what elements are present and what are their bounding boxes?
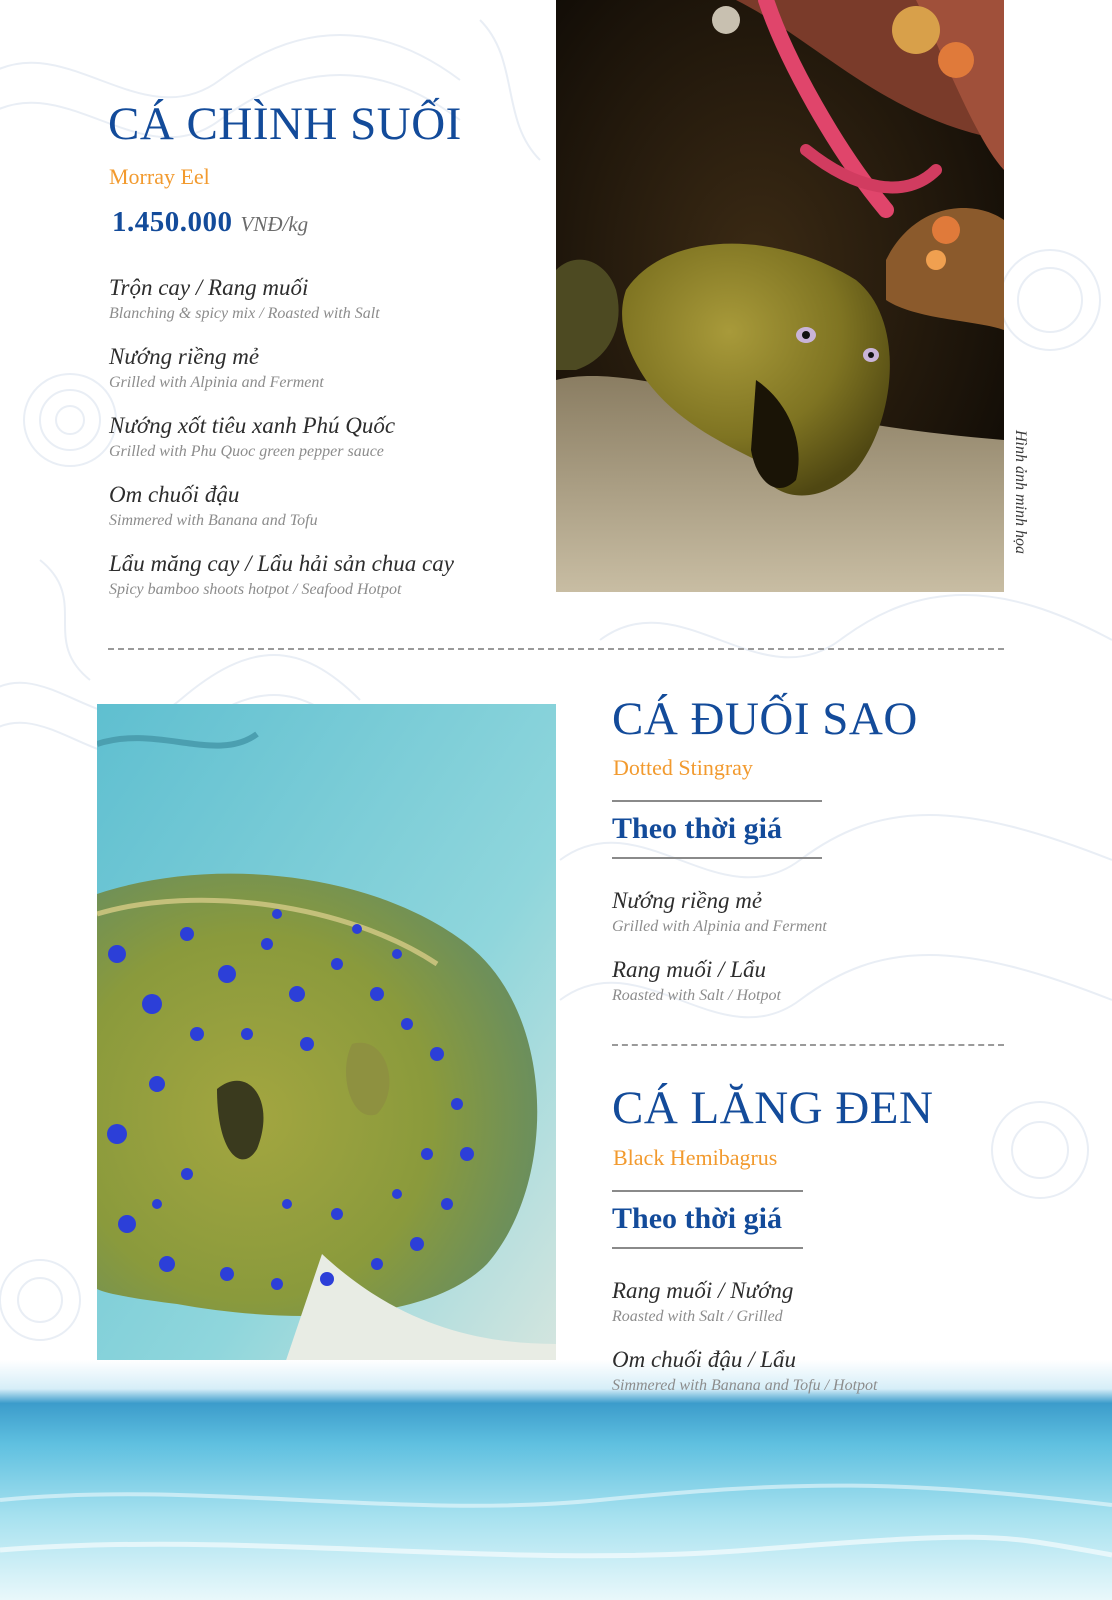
sea-background (0, 1360, 1112, 1600)
price-unit: VNĐ/kg (240, 212, 309, 236)
dish-name-vi: Nướng riềng mẻ (612, 888, 763, 913)
stingray-photo (97, 704, 556, 1387)
dish-name-en: Roasted with Salt / Hotpot (612, 987, 781, 1004)
dish-name-en: Simmered with Banana and Tofu / Hotpot (612, 1377, 878, 1394)
dish-item (109, 414, 395, 460)
section-subtitle-moray-eel: Morray Eel (109, 164, 210, 189)
dish-item (612, 1279, 793, 1325)
price-moray-eel (112, 208, 308, 237)
dish-name-vi: Lẩu măng cay / Lẩu hải sản chua cay (109, 551, 454, 576)
dish-name-en: Grilled with Alpinia and Ferment (109, 374, 324, 391)
market-price-label: Theo thời giá (612, 800, 822, 859)
moray-eel-photo (556, 0, 1004, 592)
dish-name-en: Spicy bamboo shoots hotpot / Seafood Hotpot (109, 581, 402, 598)
dish-item (109, 483, 318, 529)
dish-item (109, 552, 454, 598)
image-caption: Hình ảnh minh họa (1012, 430, 1029, 554)
dish-name-vi: Rang muối / Nướng (612, 1278, 794, 1303)
dish-name-en: Simmered with Banana and Tofu (109, 512, 318, 529)
dish-name-en: Roasted with Salt / Grilled (612, 1308, 783, 1325)
dish-item (612, 1348, 878, 1394)
dish-name-en: Blanching & spicy mix / Roasted with Salt (109, 305, 380, 322)
price-amount: 1.450.000 (112, 206, 233, 238)
section-title-moray-eel: CÁ CHÌNH SUỐI (108, 98, 462, 150)
section-subtitle-black-hemibagrus: Black Hemibagrus (613, 1145, 778, 1170)
section-divider (108, 648, 1004, 650)
dish-name-vi: Rang muối / Lẩu (612, 957, 766, 982)
dish-item (109, 345, 324, 391)
dish-name-en: Grilled with Phu Quoc green pepper sauce (109, 443, 384, 460)
section-divider (612, 1044, 1004, 1046)
dish-name-vi: Om chuối đậu / Lẩu (612, 1347, 796, 1372)
dish-name-vi: Nướng xốt tiêu xanh Phú Quốc (109, 413, 396, 438)
dish-name-vi: Om chuối đậu (109, 482, 240, 507)
section-title-black-hemibagrus: CÁ LĂNG ĐEN (612, 1082, 934, 1134)
dish-name-vi: Trộn cay / Rang muối (109, 275, 309, 300)
section-title-dotted-stingray: CÁ ĐUỐI SAO (612, 693, 918, 745)
dish-item (612, 889, 827, 935)
dish-item (612, 958, 781, 1004)
dish-name-vi: Nướng riềng mẻ (109, 344, 260, 369)
dish-name-en: Grilled with Alpinia and Ferment (612, 918, 827, 935)
section-subtitle-dotted-stingray: Dotted Stingray (613, 755, 753, 780)
dish-item (109, 276, 380, 322)
market-price-label: Theo thời giá (612, 1190, 803, 1249)
